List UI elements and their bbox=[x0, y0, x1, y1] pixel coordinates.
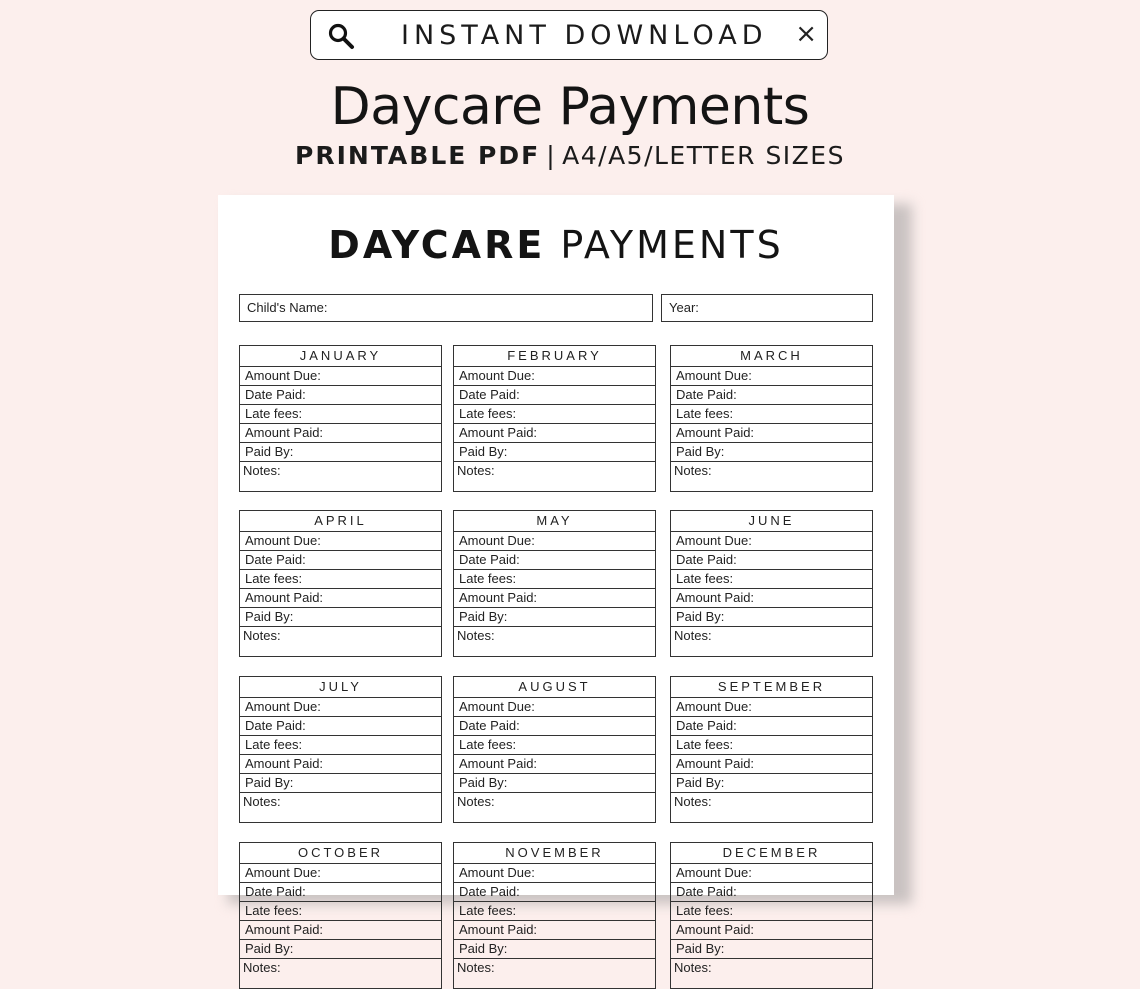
month-block-november bbox=[453, 842, 656, 989]
month-late-fees: Late fees: bbox=[454, 902, 655, 921]
month-amount-due: Amount Due: bbox=[671, 698, 872, 717]
month-date-paid: Date Paid: bbox=[671, 551, 872, 570]
month-late-fees: Late fees: bbox=[240, 405, 441, 424]
month-late-fees: Late fees: bbox=[240, 902, 441, 921]
month-paid-by: Paid By: bbox=[454, 443, 655, 462]
month-block-february bbox=[453, 345, 656, 492]
page-title: Daycare Payments bbox=[330, 77, 810, 137]
month-paid-by: Paid By: bbox=[671, 774, 872, 793]
month-paid-by: Paid By: bbox=[240, 443, 441, 462]
month-block-december bbox=[670, 842, 873, 989]
month-amount-paid: Amount Paid: bbox=[240, 755, 441, 774]
month-block-january bbox=[239, 345, 442, 492]
month-block-march bbox=[670, 345, 873, 492]
close-icon: × bbox=[795, 19, 817, 49]
month-paid-by: Paid By: bbox=[240, 940, 441, 959]
month-heading: MAY bbox=[454, 511, 655, 532]
month-late-fees: Late fees: bbox=[671, 736, 872, 755]
month-notes: Notes: bbox=[243, 463, 281, 478]
month-paid-by: Paid By: bbox=[671, 940, 872, 959]
month-late-fees: Late fees: bbox=[671, 902, 872, 921]
sheet-title-bold: DAYCARE bbox=[328, 223, 546, 267]
page-subtitle bbox=[0, 140, 1140, 172]
month-amount-due: Amount Due: bbox=[240, 698, 441, 717]
sheet-title bbox=[218, 219, 894, 271]
month-date-paid: Date Paid: bbox=[671, 717, 872, 736]
month-paid-by: Paid By: bbox=[454, 774, 655, 793]
month-amount-due: Amount Due: bbox=[240, 367, 441, 386]
month-date-paid: Date Paid: bbox=[454, 717, 655, 736]
month-notes: Notes: bbox=[243, 628, 281, 643]
instant-download-banner bbox=[310, 10, 828, 60]
month-amount-due: Amount Due: bbox=[671, 367, 872, 386]
month-heading: DECEMBER bbox=[671, 843, 872, 864]
month-date-paid: Date Paid: bbox=[454, 883, 655, 902]
month-late-fees: Late fees: bbox=[240, 736, 441, 755]
month-block-september bbox=[670, 676, 873, 823]
month-late-fees: Late fees: bbox=[671, 405, 872, 424]
child-name-field: Child's Name: bbox=[239, 294, 653, 322]
subtitle-separator: | bbox=[546, 141, 557, 170]
month-block-july bbox=[239, 676, 442, 823]
month-amount-paid: Amount Paid: bbox=[454, 921, 655, 940]
month-date-paid: Date Paid: bbox=[240, 386, 441, 405]
month-paid-by: Paid By: bbox=[240, 774, 441, 793]
month-late-fees: Late fees: bbox=[671, 570, 872, 589]
month-amount-paid: Amount Paid: bbox=[454, 589, 655, 608]
month-notes: Notes: bbox=[457, 794, 495, 809]
month-notes: Notes: bbox=[674, 628, 712, 643]
month-notes: Notes: bbox=[243, 794, 281, 809]
year-field: Year: bbox=[661, 294, 873, 322]
month-heading: OCTOBER bbox=[240, 843, 441, 864]
month-amount-paid: Amount Paid: bbox=[671, 424, 872, 443]
month-notes: Notes: bbox=[243, 960, 281, 975]
month-date-paid: Date Paid: bbox=[671, 883, 872, 902]
month-late-fees: Late fees: bbox=[240, 570, 441, 589]
month-amount-paid: Amount Paid: bbox=[671, 589, 872, 608]
search-icon bbox=[327, 22, 355, 50]
month-late-fees: Late fees: bbox=[454, 405, 655, 424]
month-block-october bbox=[239, 842, 442, 989]
month-late-fees: Late fees: bbox=[454, 736, 655, 755]
month-heading: MARCH bbox=[671, 346, 872, 367]
banner-text: INSTANT DOWNLOAD bbox=[401, 20, 768, 51]
month-heading: AUGUST bbox=[454, 677, 655, 698]
month-notes: Notes: bbox=[457, 628, 495, 643]
month-date-paid: Date Paid: bbox=[240, 551, 441, 570]
subtitle-sizes: A4/A5/LETTER SIZES bbox=[562, 141, 845, 170]
month-amount-paid: Amount Paid: bbox=[671, 921, 872, 940]
month-amount-paid: Amount Paid: bbox=[671, 755, 872, 774]
month-amount-due: Amount Due: bbox=[240, 532, 441, 551]
month-paid-by: Paid By: bbox=[671, 608, 872, 627]
month-amount-due: Amount Due: bbox=[454, 367, 655, 386]
month-notes: Notes: bbox=[457, 960, 495, 975]
month-heading: JANUARY bbox=[240, 346, 441, 367]
subtitle-format: PRINTABLE PDF bbox=[295, 141, 541, 170]
month-paid-by: Paid By: bbox=[671, 443, 872, 462]
month-block-april bbox=[239, 510, 442, 657]
month-notes: Notes: bbox=[674, 960, 712, 975]
month-block-june bbox=[670, 510, 873, 657]
month-amount-paid: Amount Paid: bbox=[240, 589, 441, 608]
month-amount-paid: Amount Paid: bbox=[240, 424, 441, 443]
month-amount-due: Amount Due: bbox=[454, 698, 655, 717]
month-heading: APRIL bbox=[240, 511, 441, 532]
month-heading: FEBRUARY bbox=[454, 346, 655, 367]
month-amount-due: Amount Due: bbox=[240, 864, 441, 883]
month-notes: Notes: bbox=[457, 463, 495, 478]
month-late-fees: Late fees: bbox=[454, 570, 655, 589]
month-amount-paid: Amount Paid: bbox=[240, 921, 441, 940]
month-date-paid: Date Paid: bbox=[240, 717, 441, 736]
printable-sheet bbox=[218, 195, 894, 975]
month-block-august bbox=[453, 676, 656, 823]
month-amount-due: Amount Due: bbox=[454, 864, 655, 883]
sheet-title-rest: PAYMENTS bbox=[560, 223, 784, 267]
month-amount-paid: Amount Paid: bbox=[454, 424, 655, 443]
month-date-paid: Date Paid: bbox=[454, 551, 655, 570]
month-notes: Notes: bbox=[674, 463, 712, 478]
month-paid-by: Paid By: bbox=[240, 608, 441, 627]
month-block-may bbox=[453, 510, 656, 657]
month-paid-by: Paid By: bbox=[454, 608, 655, 627]
month-amount-due: Amount Due: bbox=[454, 532, 655, 551]
month-amount-paid: Amount Paid: bbox=[454, 755, 655, 774]
month-heading: NOVEMBER bbox=[454, 843, 655, 864]
month-heading: SEPTEMBER bbox=[671, 677, 872, 698]
month-date-paid: Date Paid: bbox=[454, 386, 655, 405]
month-amount-due: Amount Due: bbox=[671, 532, 872, 551]
month-amount-due: Amount Due: bbox=[671, 864, 872, 883]
month-date-paid: Date Paid: bbox=[240, 883, 441, 902]
month-notes: Notes: bbox=[674, 794, 712, 809]
month-date-paid: Date Paid: bbox=[671, 386, 872, 405]
month-paid-by: Paid By: bbox=[454, 940, 655, 959]
month-heading: JULY bbox=[240, 677, 441, 698]
month-heading: JUNE bbox=[671, 511, 872, 532]
